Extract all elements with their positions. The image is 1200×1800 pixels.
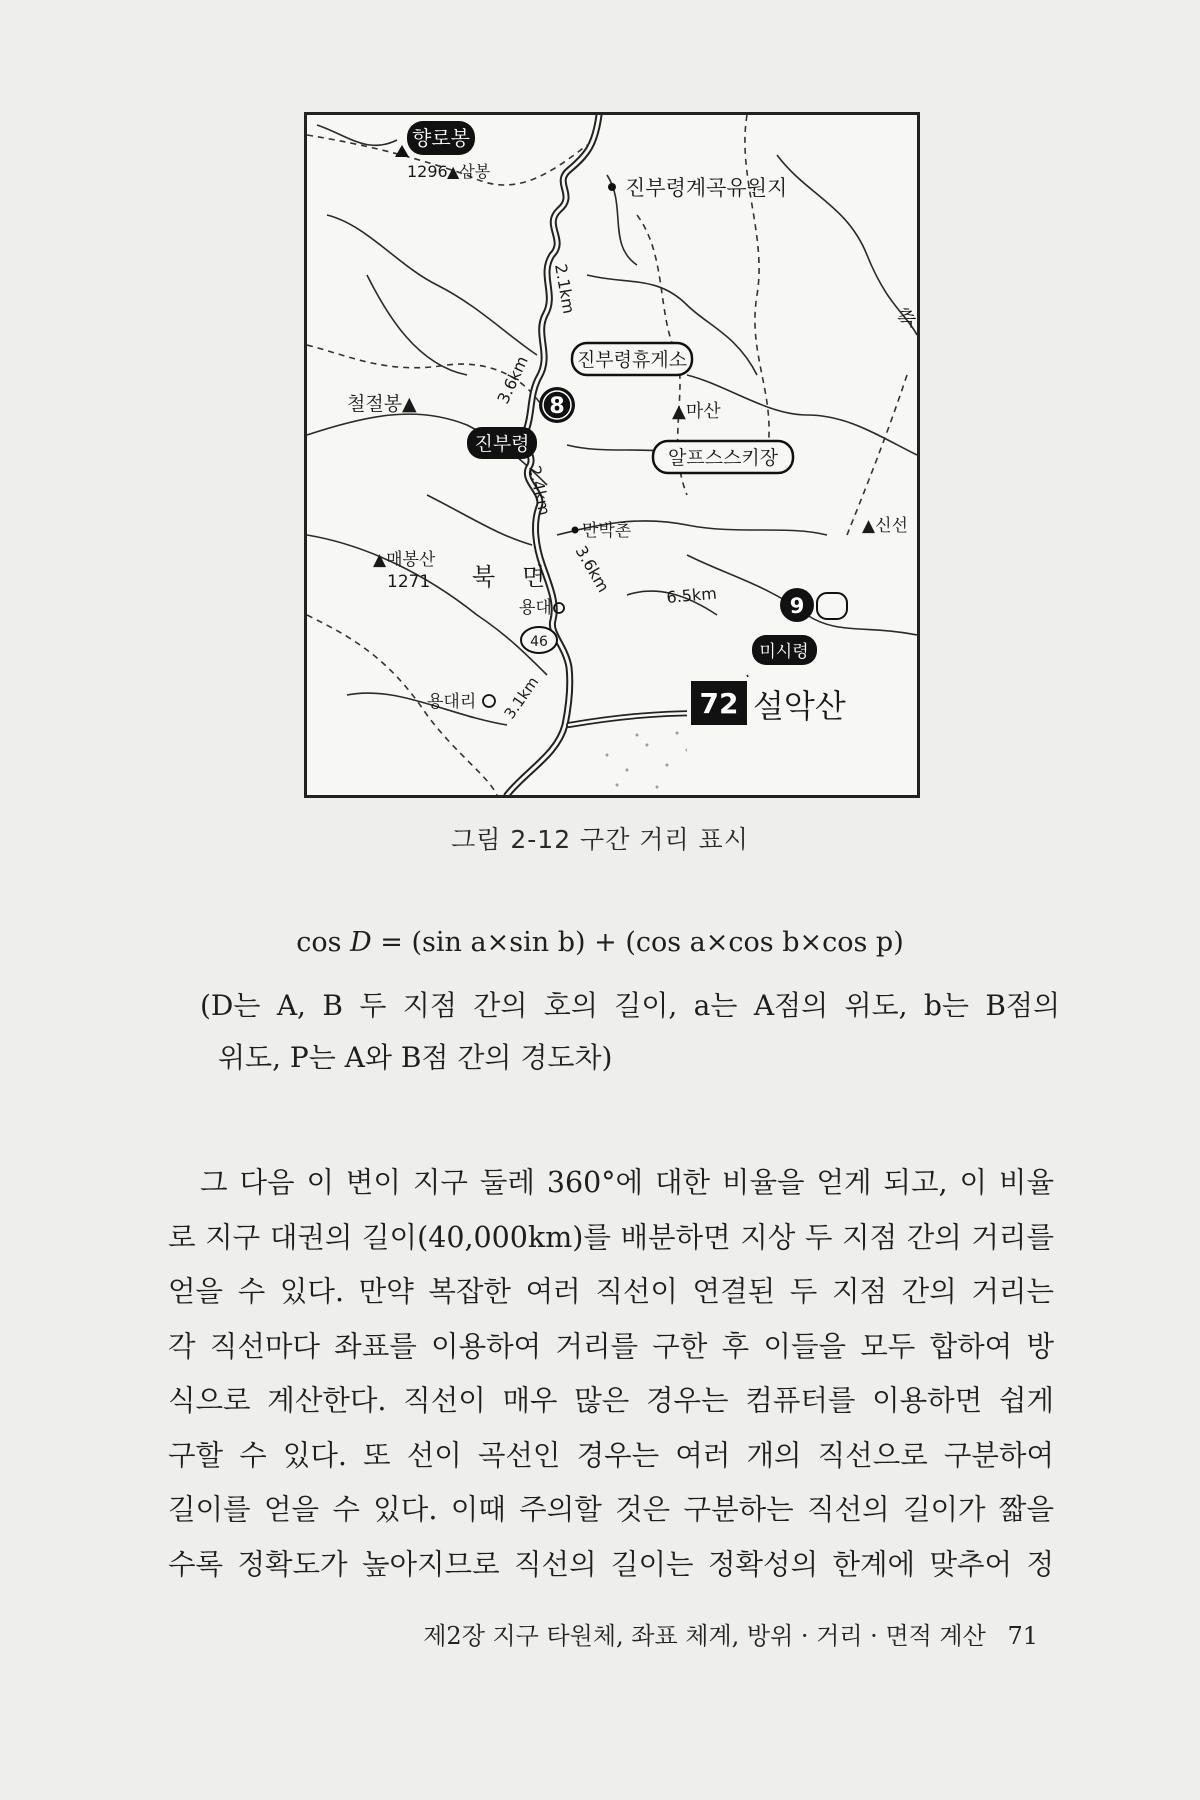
formula-eq: =	[380, 927, 403, 958]
paragraph-line: 수록 정확도가 높아지므로 직선의 길이는 정확성의 한계에 맞추어 정	[168, 1547, 1054, 1581]
cheoljeolbong-label: 철절봉▲	[347, 393, 417, 415]
paragraph-line: 구할 수 있다. 또 선이 곡선인 경우는 여러 개의 직선으로 구분하여	[168, 1438, 1054, 1472]
hyangrobong-label: 향로봉	[412, 126, 470, 150]
dist-2-4-label: 2.4km	[525, 463, 555, 518]
page-number: 71	[1007, 1622, 1038, 1650]
formula-plus: +	[594, 927, 617, 958]
map-drawing	[307, 115, 917, 795]
map-page-label: 72	[699, 687, 739, 720]
route-46-label: 46	[530, 634, 548, 650]
seoraksan-label: 설악산	[753, 687, 846, 725]
dist-3-6b-label: 3.6km	[571, 542, 614, 596]
edge-char-label: 측	[897, 306, 917, 330]
dist-6-5-label: 6.5km	[665, 583, 718, 607]
note-line-2: 위도, P는 A와 B점 간의 경도차)	[218, 1041, 613, 1074]
sinseon-label: ▲신선	[862, 516, 908, 536]
maebongsan-label: ▲매봉산	[373, 550, 436, 570]
route-8-label: 8	[549, 394, 565, 419]
paragraph-line: 로 지구 대권의 길이(40,000km)를 배분하면 지상 두 지점 간의 거리를	[168, 1220, 1054, 1254]
formula-lhs: cos	[296, 927, 342, 958]
dist-2-1-label: 2.1km	[551, 262, 579, 316]
yongdae-label: 용대	[519, 598, 552, 618]
paragraph-line: 그 다음 이 변이 지구 둘레 360°에 대한 비율을 얻게 되고, 이 비율	[200, 1166, 1054, 1199]
masan-label: ▲마산	[672, 401, 721, 422]
paragraph-line: 식으로 계산한다. 직선이 매우 많은 경우는 컴퓨터를 이용하면 쉽게	[168, 1384, 1054, 1417]
formula-term1: (sin a×sin b)	[411, 927, 586, 958]
sambong-label: ▲삼봉	[447, 162, 491, 181]
hyangrobong-elev: 1296	[407, 162, 448, 181]
paragraph-line: 각 직선마다 좌표를 이용하여 거리를 구한 후 이들을 모두 합하여 방	[168, 1329, 1054, 1363]
yongdaeri-label: 용대리	[427, 692, 477, 712]
jinburyeong-rest-label: 진부령휴게소	[576, 349, 688, 371]
buk-label: 북	[472, 563, 496, 591]
paragraph-line: 얻을 수 있다. 만약 복잡한 여러 직선이 연결된 두 지점 간의 거리는	[168, 1275, 1054, 1308]
maebongsan-elev: 1271	[387, 572, 431, 592]
peak-icon	[395, 145, 409, 157]
misiryeong-label: 미시령	[759, 642, 809, 662]
note-line-1: (D는 A, B 두 지점 간의 호의 길이, a는 A점의 위도, b는 B점의	[200, 989, 1060, 1022]
paragraph-line: 길이를 얻을 수 있다. 이때 주의할 것은 구분하는 직선의 길이가 짧을	[168, 1493, 1054, 1526]
jinburyeong-label: 진부령	[474, 433, 530, 455]
body-paragraph	[168, 1156, 1054, 1592]
dist-3-6a-label: 3.6km	[493, 353, 532, 407]
page-footer	[423, 1616, 1038, 1651]
map-figure	[304, 112, 920, 798]
jinburyeong-valley-label: 진부령계곡유원지	[625, 176, 788, 200]
alps-ski-label: 알프스스키장	[667, 447, 779, 469]
chapter-title: 제2장 지구 타원체, 좌표 체계, 방위 · 거리 · 면적 계산	[423, 1622, 986, 1650]
formula	[0, 927, 1200, 958]
myeon-label: 면	[522, 563, 546, 591]
formula-d: D	[350, 927, 372, 958]
poi-dot-icon	[608, 183, 616, 191]
manbakchon-label: 만박촌	[582, 521, 632, 541]
figure-caption: 그림 2-12 구간 거리 표시	[451, 825, 749, 854]
route-9-label: 9	[789, 594, 805, 618]
formula-term2: (cos a×cos b×cos p)	[625, 927, 904, 958]
dist-3-1-label: 3.1km	[500, 673, 543, 723]
